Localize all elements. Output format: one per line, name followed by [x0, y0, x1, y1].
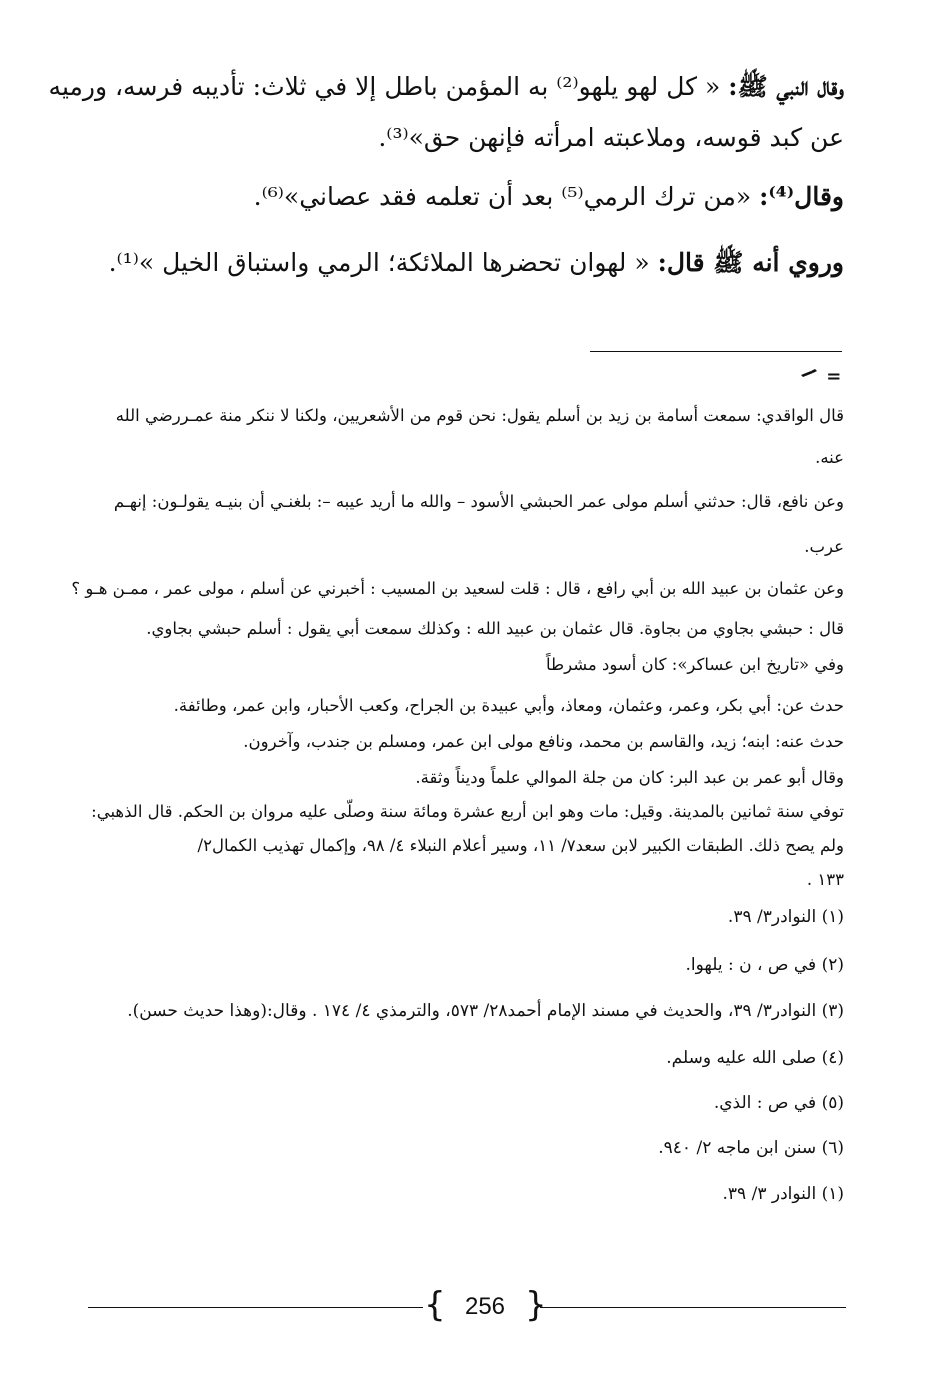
footnote-cont-line: ١٣٣ .: [806, 870, 844, 889]
hadith-1-lead: وقال النبي ﷺ:: [728, 72, 844, 101]
page-number: 256: [464, 1293, 506, 1320]
hadith-3-lead: وروي أنه ﷺ قال:: [657, 248, 844, 277]
continuation-equals: =: [826, 366, 842, 387]
hadith-paragraph-3: [84, 246, 844, 280]
footnote-cont-line: حدث عن: أبي بكر، وعمر، وعثمان، ومعاذ، وأبي عبيدة بن الجراح، وكعب الأحبار، وابن عمر، وطائفة.: [173, 696, 844, 715]
footnote-cont-line: وفي «تاريخ ابن عساكر»: كان أسود مشرطاً: [545, 655, 844, 674]
hadith-paragraph-1-line-2: عن كبد قوسه، وملاعبته امرأته فإنهن حق»⁽³⁾.: [378, 123, 844, 152]
hadith-2-lead: وقال⁽⁴⁾:: [759, 182, 844, 211]
footnote-cont-line: حدث عنه: ابنه؛ زيد، والقاسم بن محمد، ونافع مولى ابن عمر، ومسلم بن جندب، وآخرون.: [243, 732, 844, 751]
footnote-4: (٤) صلى الله عليه وسلم.: [666, 1048, 844, 1068]
footnote-1: (١) النوادر٣/ ٣٩.: [727, 907, 844, 927]
footnote-3: (٣) النوادر٣/ ٣٩، والحديث في مسند الإمام أحمد٢٨/ ٥٧٣، والترمذي ٤/ ١٧٤ . وقال:(وهذا حديث حسن).: [127, 1001, 844, 1021]
footnote-5: (٥) في ص : الذي.: [713, 1093, 844, 1113]
hadith-2-text: «من ترك الرمي⁽⁵⁾ بعد أن تعلمه فقد عصاني»⁽⁶⁾.: [253, 182, 752, 211]
footnote-cont-line: عرب.: [804, 537, 844, 556]
footnote-2: (٢) في ص ، ن : يلهوا.: [685, 955, 844, 975]
footnote-cont-line: وعن عثمان بن عبيد الله بن أبي رافع ، قال : قلت لسعيد بن المسيب : أخبرني عن أسلم ، مولى عمر ، ممـن هـو ؟: [71, 579, 844, 598]
hadith-3-text: « لهوان تحضرها الملائكة؛ الرمي واستباق الخيل »⁽¹⁾.: [108, 248, 650, 277]
footnote-cont-line: عنه.: [815, 448, 844, 467]
footer-rule-right: [540, 1307, 846, 1308]
footer-rule-left: [88, 1307, 423, 1308]
footnote-cont-line: توفي سنة ثمانين بالمدينة. وقيل: مات وهو ابن أربع عشرة ومائة سنة وصلّى عليه مروان بن الحكم. قال الذهبي:: [91, 802, 844, 821]
page-number-close-bracket: }: [525, 1285, 547, 1325]
footnote-1b: (١) النوادر ٣/ ٣٩.: [722, 1184, 844, 1204]
footnote-separator: [590, 351, 842, 352]
footnote-cont-line: قال الواقدي: سمعت أسامة بن زيد بن أسلم يقول: نحن قوم من الأشعريين، ولكنا لا ننكر منة عمـررضي الله: [115, 406, 844, 425]
hadith-1-text-line-1: « كل لهو يلهو⁽²⁾ به المؤمن باطل إلا في ثلاث: تأديبه فرسه، ورميه: [48, 72, 721, 101]
footnote-cont-line: قال : حبشي بجاوي من بجاوة. قال عثمان بن عبيد الله : وكذلك سمعت أبي يقول : أسلم حبشي بجاوي.: [146, 619, 844, 638]
footnote-6: (٦) سنن ابن ماجه ٢/ ٩٤٠.: [658, 1138, 844, 1158]
hadith-paragraph-1-line-1: [48, 70, 844, 104]
hadith-paragraph-2: [84, 180, 844, 214]
footnote-continuation-mark: [800, 366, 841, 387]
page-number-open-bracket: {: [424, 1285, 446, 1325]
pen-icon: [800, 366, 820, 382]
footnote-cont-line: وقال أبو عمر بن عبد البر: كان من جلة الموالي علماً وديناً وثقة.: [415, 768, 844, 787]
footnote-cont-line: ولم يصح ذلك. الطبقات الكبير لابن سعد٧/ ١١، وسير أعلام النبلاء ٤/ ٩٨، وإكمال تهذيب الكمال٢/: [197, 836, 844, 855]
footnote-cont-line: وعن نافع، قال: حدثني أسلم مولى عمر الحبشي الأسود – والله ما أريد عيبه –: بلغنـي أن بنيـه يقولـون: إنهـم: [113, 492, 844, 511]
